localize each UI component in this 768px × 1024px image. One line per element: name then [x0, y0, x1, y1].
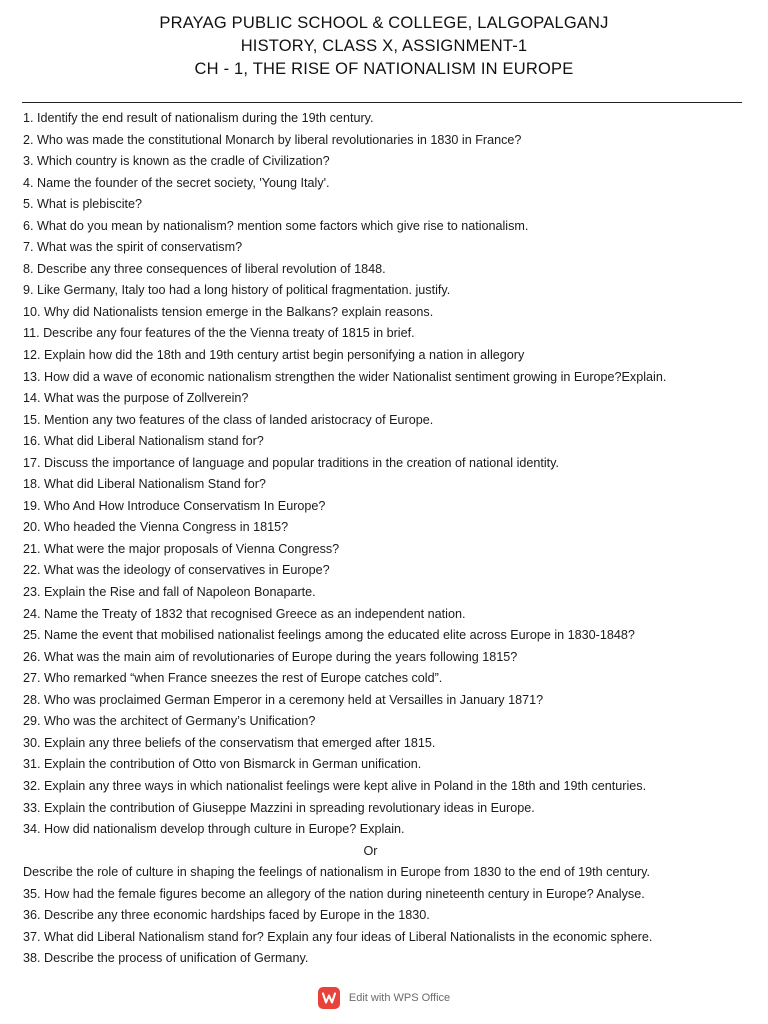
question-list [23, 108, 748, 970]
question-item: 34. How did nationalism develop through culture in Europe? Explain. [23, 822, 405, 837]
question-item: 5. What is plebiscite? [23, 197, 142, 212]
question-item: 11. Describe any four features of the the Vienna treaty of 1815 in brief. [23, 326, 415, 341]
question-item: 28. Who was proclaimed German Emperor in a ceremony held at Versailles in January 1871? [23, 692, 544, 707]
question-item: 8. Describe any three consequences of liberal revolution of 1848. [23, 261, 386, 276]
question-item: 24. Name the Treaty of 1832 that recognised Greece as an independent nation. [23, 606, 466, 621]
question-item: 20. Who headed the Vienna Congress in 1815? [23, 520, 289, 535]
question-item: 17. Discuss the importance of language and popular traditions in the creation of national identity. [23, 455, 560, 470]
question-item: 23. Explain the Rise and fall of Napoleon Bonaparte. [23, 585, 316, 600]
school-name: PRAYAG PUBLIC SCHOOL & COLLEGE, LALGOPALGANJ [159, 14, 609, 32]
question-item: 38. Describe the process of unification of Germany. [23, 951, 309, 966]
wps-w-glyph [322, 992, 336, 1004]
question-item: 3. Which country is known as the cradle of Civilization? [23, 154, 330, 169]
question-item: 12. Explain how did the 18th and 19th century artist begin personifying a nation in allegory [23, 348, 525, 363]
question-item: 15. Mention any two features of the class of landed aristocracy of Europe. [23, 412, 434, 427]
question-item: 32. Explain any three ways in which nationalist feelings were kept alive in Poland in the 18th and 19th centuries. [23, 778, 647, 793]
or-separator: Or [363, 843, 378, 858]
question-item: 21. What were the major proposals of Vienna Congress? [23, 541, 340, 556]
question-item: 31. Explain the contribution of Otto von Bismarck in German unification. [23, 757, 422, 772]
question-item: 10. Why did Nationalists tension emerge in the Balkans? explain reasons. [23, 304, 434, 319]
wps-footer[interactable] [0, 987, 768, 1009]
question-item: 33. Explain the contribution of Giuseppe Mazzini in spreading revolutionary ideas in Europe. [23, 800, 535, 815]
question-item: 22. What was the ideology of conservatives in Europe? [23, 563, 330, 578]
question-item: 37. What did Liberal Nationalism stand for? Explain any four ideas of Liberal Nationalists in the economic sphere. [23, 929, 653, 944]
question-item: 36. Describe any three economic hardships faced by Europe in the 1830. [23, 908, 430, 923]
question-item: 26. What was the main aim of revolutionaries of Europe during the years following 1815? [23, 649, 518, 664]
question-item: 18. What did Liberal Nationalism Stand for? [23, 477, 266, 492]
question-item: 30. Explain any three beliefs of the conservatism that emerged after 1815. [23, 735, 436, 750]
question-item: 4. Name the founder of the secret society, 'Young Italy'. [23, 175, 330, 190]
subject-title: HISTORY, CLASS X, ASSIGNMENT-1 [240, 37, 528, 55]
question-item: 35. How had the female figures become an allegory of the nation during nineteenth century in Europe? Analyse. [23, 886, 645, 901]
document-header [0, 12, 768, 81]
question-item: 27. Who remarked “when France sneezes the rest of Europe catches cold”. [23, 671, 443, 686]
question-item: 29. Who was the architect of Germany’s Unification? [23, 714, 316, 729]
header-divider [22, 102, 742, 103]
question-item: 1. Identify the end result of nationalism during the 19th century. [23, 111, 374, 125]
question-item: 9. Like Germany, Italy too had a long history of political fragmentation. justify. [23, 283, 451, 298]
wps-office-icon[interactable] [318, 987, 340, 1009]
chapter-title: CH - 1, THE RISE OF NATIONALISM IN EUROPE [194, 60, 574, 78]
question-item: 25. Name the event that mobilised nationalist feelings among the educated elite across Europe in 1830-1848? [23, 628, 635, 643]
question-item: 7. What was the spirit of conservatism? [23, 240, 243, 255]
question-item: 13. How did a wave of economic nationalism strengthen the wider Nationalist sentiment growing in Europe?Explain. [23, 369, 667, 384]
question-item: 19. Who And How Introduce Conservatism In Europe? [23, 498, 326, 513]
question-item: 16. What did Liberal Nationalism stand for? [23, 434, 264, 449]
edit-with-wps-link[interactable]: Edit with WPS Office [348, 992, 451, 1004]
question-item: 14. What was the purpose of Zollverein? [23, 391, 249, 406]
question-item: 2. Who was made the constitutional Monarch by liberal revolutionaries in 1830 in France? [23, 132, 522, 147]
question-item: 6. What do you mean by nationalism? mention some factors which give rise to nationalism. [23, 218, 529, 233]
question-item: Describe the role of culture in shaping the feelings of nationalism in Europe from 1830 to the end of 19th century. [23, 865, 651, 880]
